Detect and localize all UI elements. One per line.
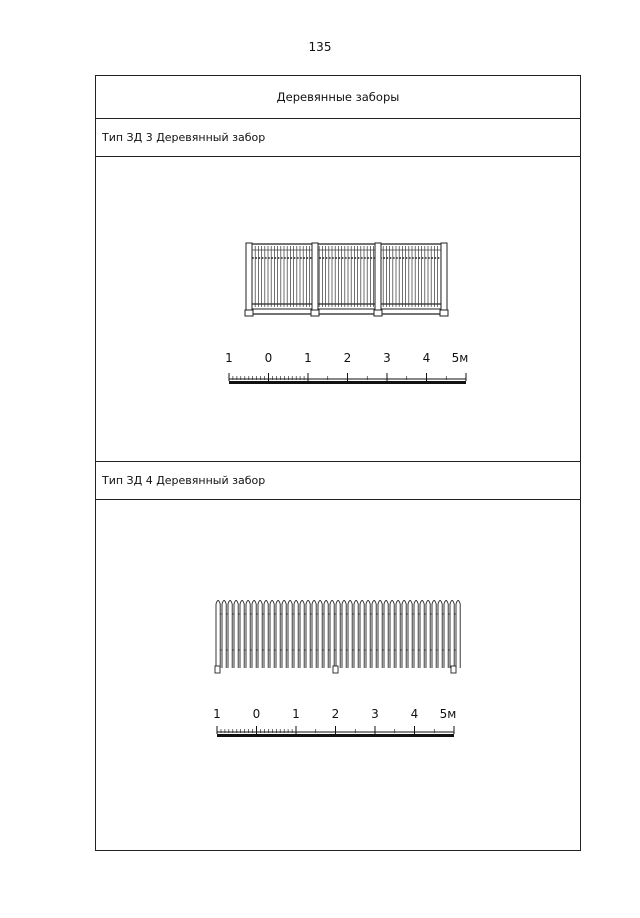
scale-bar-2 [213,707,456,737]
fence-2-elevation [215,601,460,674]
fence-type-1-label: Тип ЗД 3 Деревянный забор [96,119,580,157]
scale-label: 5м [439,707,457,721]
page-number: 135 [308,40,332,54]
scale-label: 1 [304,351,312,365]
scale-label: 2 [343,351,352,365]
scale-label: 2 [331,707,340,721]
fence-type-1-drawing [96,157,580,462]
scale-bar-1 [225,351,468,384]
fence-sheet [95,75,581,851]
scale-label: 0 [252,707,261,721]
fence-type-2-label: Тип ЗД 4 Деревянный забор [96,462,580,500]
section-title: Деревянные заборы [96,76,580,119]
fence-type-2-drawing [96,500,580,850]
scale-label: 1 [213,707,221,721]
scale-label: 1 [225,351,233,365]
fence-type-2-svg [96,500,580,850]
scale-label: 3 [383,351,391,365]
scale-label: 4 [422,351,431,365]
scale-label: 4 [410,707,419,721]
scale-label: 0 [264,351,273,365]
scale-label: 1 [292,707,300,721]
scale-label: 3 [371,707,379,721]
fence-1-elevation [245,243,448,316]
scale-label: 5м [451,351,469,365]
fence-type-1-svg [96,157,580,462]
